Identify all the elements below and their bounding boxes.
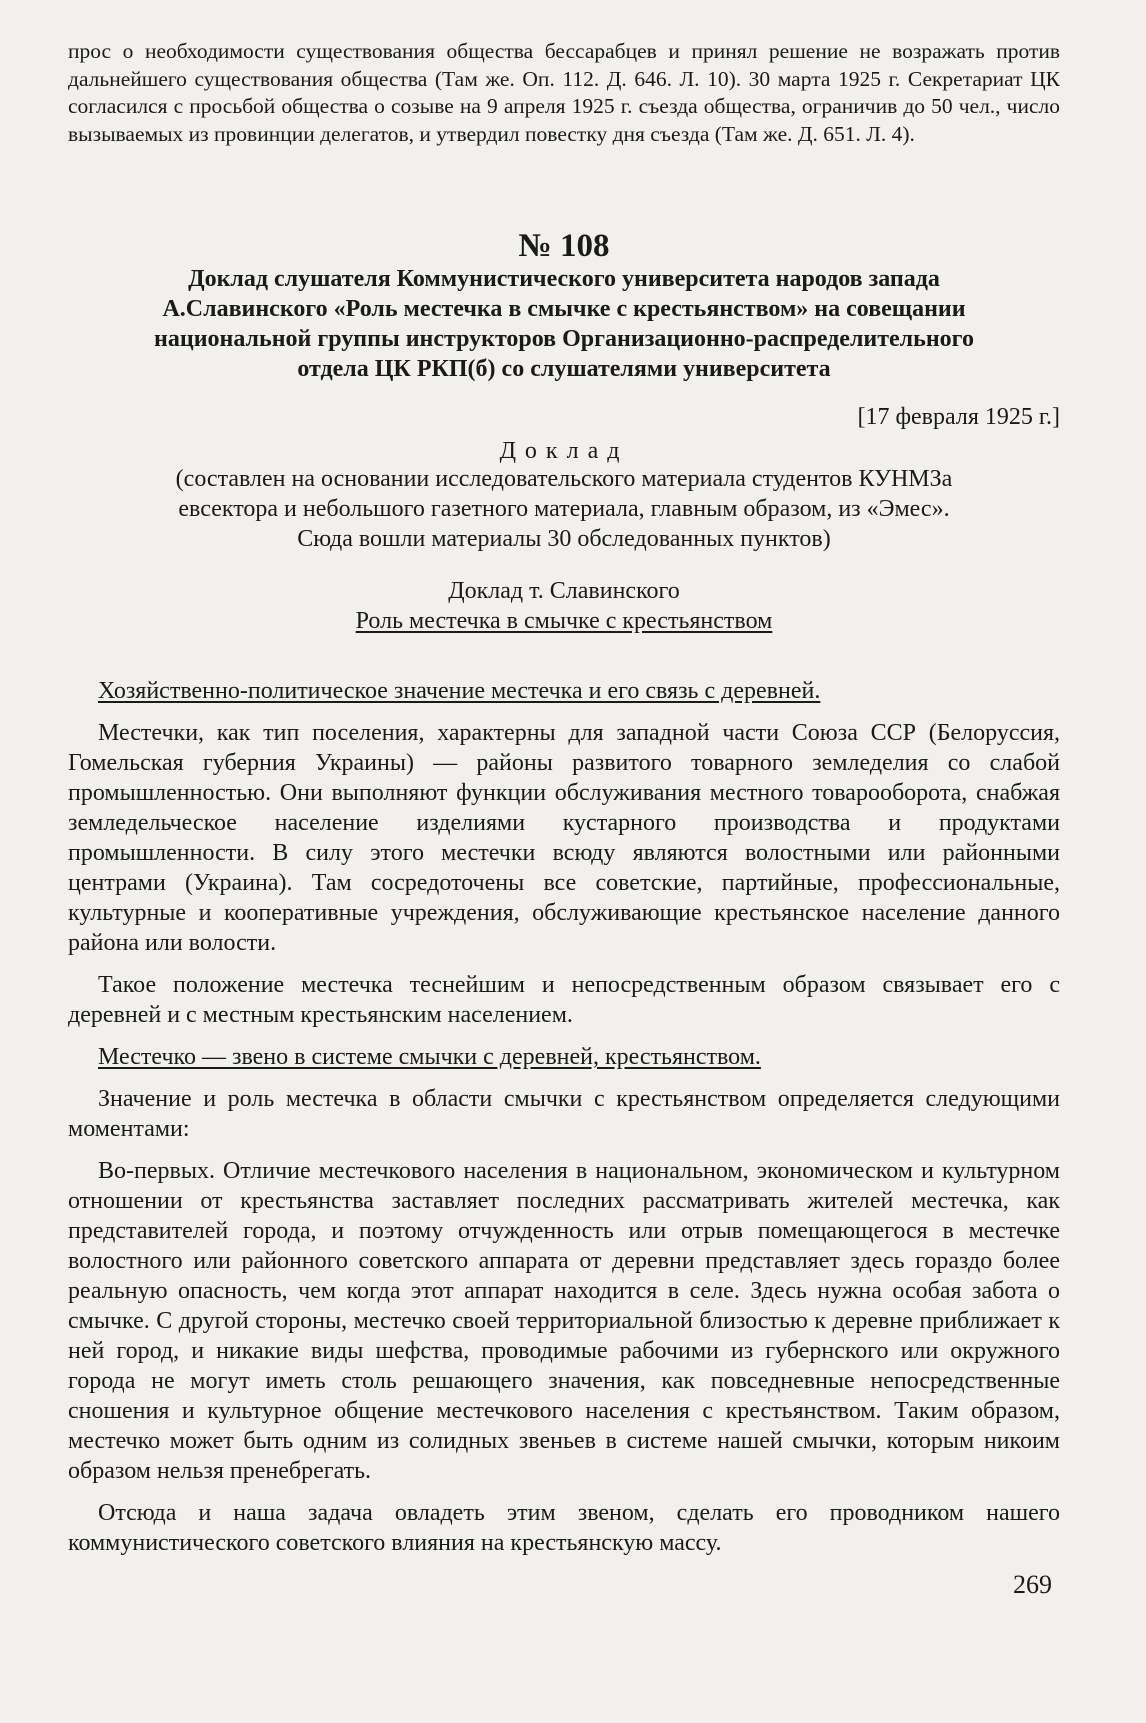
title-line: отдела ЦК РКП(б) со слушателями университета — [297, 356, 831, 382]
section-heading: Местечко — звено в системе смычки с деревней, крестьянством. — [98, 1044, 761, 1070]
footnote-continuation — [68, 38, 1060, 148]
title-line: А.Славинского «Роль местечка в смычке с крестьянством» на совещании — [162, 296, 966, 322]
title-line: Доклад слушателя Коммунистического университета народов запада — [188, 266, 940, 292]
section-smychka-link — [68, 1042, 1060, 1558]
compilation-note — [68, 464, 1060, 554]
paragraph: Такое положение местечка теснейшим и непосредственным образом связывает его с деревней и с местным крестьянским населением. — [68, 972, 1060, 1028]
report-header — [68, 576, 1060, 636]
document-number: № 108 — [518, 228, 610, 264]
document-date: [17 февраля 1925 г.] — [857, 404, 1060, 430]
paragraph: Отсюда и наша задача овладеть этим звеном, сделать его проводником нашего коммунистического советского влияния на крестьянскую массу. — [68, 1500, 1060, 1556]
compilation-line: Сюда вошли материалы 30 обследованных пунктов) — [297, 526, 831, 552]
compilation-line: евсектора и небольшого газетного материала, главным образом, из «Эмес». — [178, 496, 950, 522]
author-line: Доклад т. Славинского — [448, 578, 680, 604]
title-line: национальной группы инструкторов Организационно-распределительного — [154, 326, 974, 352]
footnote-text: прос о необходимости существования общества бессарабцев и принял решение не возражать против дальнейшего существования общества (Там же. Оп. 112. Д. 646. Л. 10). 30 марта 1925 г. Секретариат ЦК согласился с просьбой общества о созыве на 9 апреля 1925 г. съезда общества, ограничив до 50 чел., число вызываемых из провинции делегатов, и утвердил повестку дня съезда (Там же. Д. 651. Л. 4). — [68, 39, 1060, 146]
paragraph: Во-первых. Отличие местечкового населения в национальном, экономическом и культурном отношении от крестьянства заставляет последних рассматривать жителей местечка, как представителей города, и поэтому отчужденность или отрыв помещающегося в местечке волостного или районного советского аппарата от деревни представляет здесь гораздо более реальную опасность, чем когда этот аппарат находится в селе. Здесь нужна особая забота о смычке. С другой стороны, местечко своей территориальной близостью к деревне приближает к ней город, и никакие виды шефства, проводимые рабочими из губернского или окружного города не могут иметь столь решающего значения, как повседневные непосредственные сношения и культурное общение местечкового населения с крестьянством. Таким образом, местечко может быть одним из солидных звеньев в системе нашей смычки, которым никоим образом нельзя пренебрегать. — [68, 1158, 1060, 1484]
paragraph: Местечки, как тип поселения, характерны для западной части Союза ССР (Белоруссия, Гомельская губерния Украины) — районы развитого товарного земледелия со слабой промышленностью. Они выполняют функции обслуживания местного товарооборота, снабжая земледельческое население изделиями кустарного производства и продуктами промышленности. В силу этого местечки всюду являются волостными или районными центрами (Украина). Там сосредоточены все советские, партийные, профессиональные, культурные и кооперативные учреждения, обслуживающие крестьянское население данного района или волости. — [68, 720, 1060, 956]
section-heading: Хозяйственно-политическое значение местечка и его связь с деревней. — [98, 678, 821, 704]
paragraph: Значение и роль местечка в области смычки с крестьянством определяется следующими моментами: — [68, 1086, 1060, 1142]
report-title: Роль местечка в смычке с крестьянством — [355, 608, 773, 634]
compilation-line: (составлен на основании исследовательского материала студентов КУНМЗа — [175, 466, 953, 492]
doc-heading: Доклад — [499, 438, 629, 464]
section-economic-political — [68, 676, 1060, 1030]
document-title — [68, 264, 1060, 384]
page-number: 269 — [1013, 1570, 1052, 1599]
